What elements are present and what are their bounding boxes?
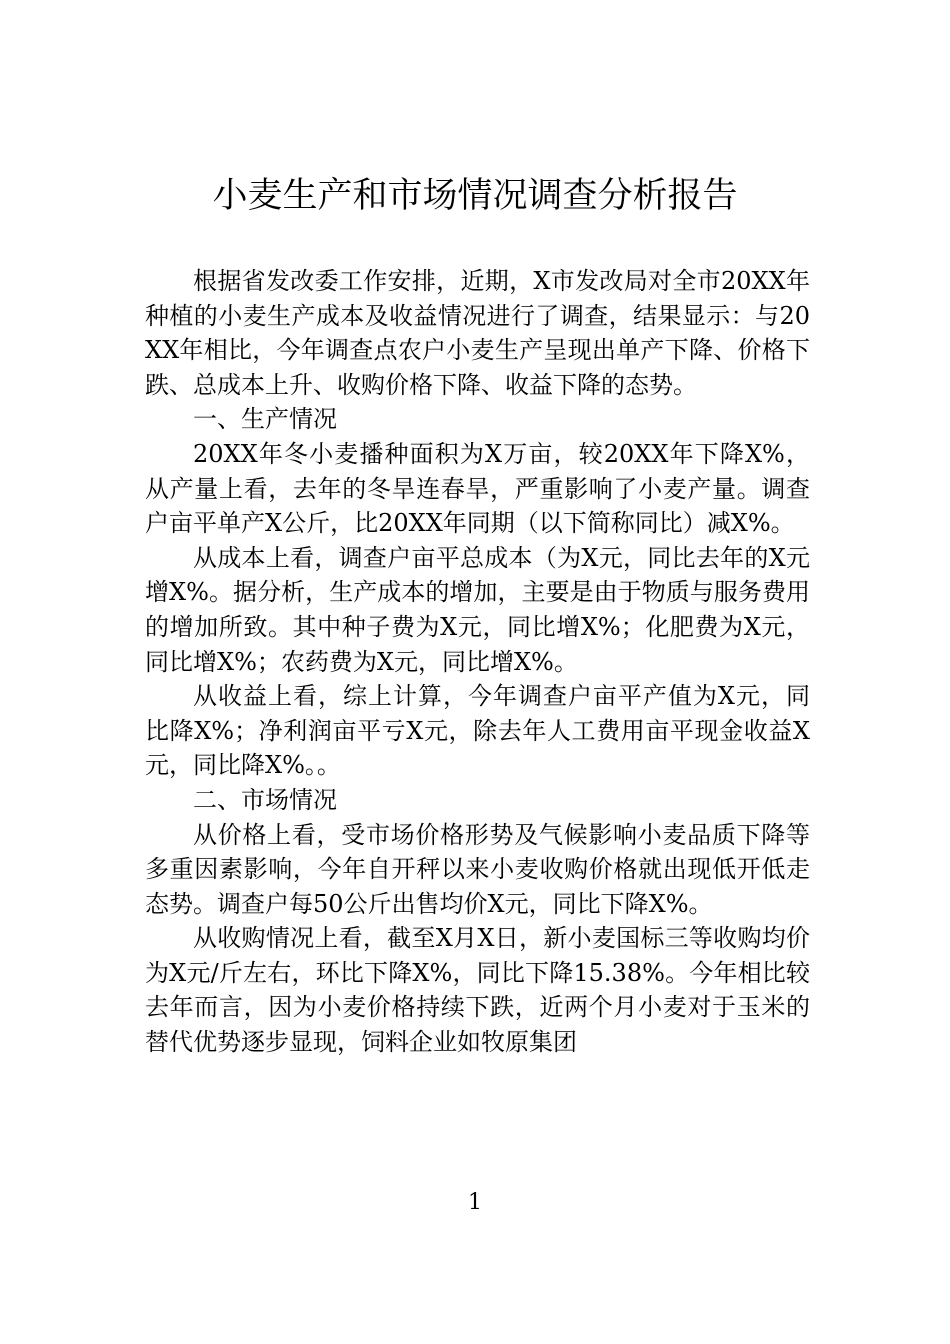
paragraph-intro: 根据省发改委工作安排，近期，X市发改局对全市20XX年种植的小麦生产成本及收益情况进行了调查，结果显示：与20XX年相比，今年调查点农户小麦生产呈现出单产下降、价格下跌、总成本上升、收购价格下降、收益下降的态势。	[145, 267, 810, 399]
page-number: 1	[468, 1190, 482, 1215]
heading-market: 二、市场情况	[193, 785, 337, 814]
paragraph-revenue: 从收益上看，综上计算，今年调查户亩平产值为X元，同比降X%；净利润亩平亏X元，除去年人工费用亩平现金收益X元，同比降X%。。	[145, 682, 810, 780]
paragraph-price: 从价格上看，受市场价格形势及气候影响小麦品质下降等多重因素影响，今年自开秤以来小麦收购价格就出现低开低走态势。调查户每50公斤出售均价X元，同比下降X%。	[145, 820, 810, 918]
document-body	[145, 264, 810, 1060]
paragraph-area-yield: 20XX年冬小麦播种面积为X万亩，较20XX年下降X%，从产量上看，去年的冬旱连春旱，严重影响了小麦产量。调查户亩平单产X公斤，比20XX年同期（以下简称同比）减X%。	[145, 439, 810, 538]
paragraph-purchase: 从收购情况上看，截至X月X日，新小麦国标三等收购均价为X元/斤左右，环比下降X%，同比下降15.38%。今年相比较去年而言，因为小麦价格持续下跌，近两个月小麦对于玉米的替代优势逐步显现，饲料企业如牧原集团	[145, 924, 810, 1057]
document-title: 小麦生产和市场情况调查分析报告	[212, 176, 738, 216]
paragraph-cost: 从成本上看，调查户亩平总成本（为X元，同比去年的X元增X%。据分析，生产成本的增加，主要是由于物质与服务费用的增加所致。其中种子费为X元，同比增X%；化肥费为X元，同比增X%；农药费为X元，同比增X%。	[145, 543, 810, 676]
heading-production: 一、生产情况	[193, 405, 337, 434]
